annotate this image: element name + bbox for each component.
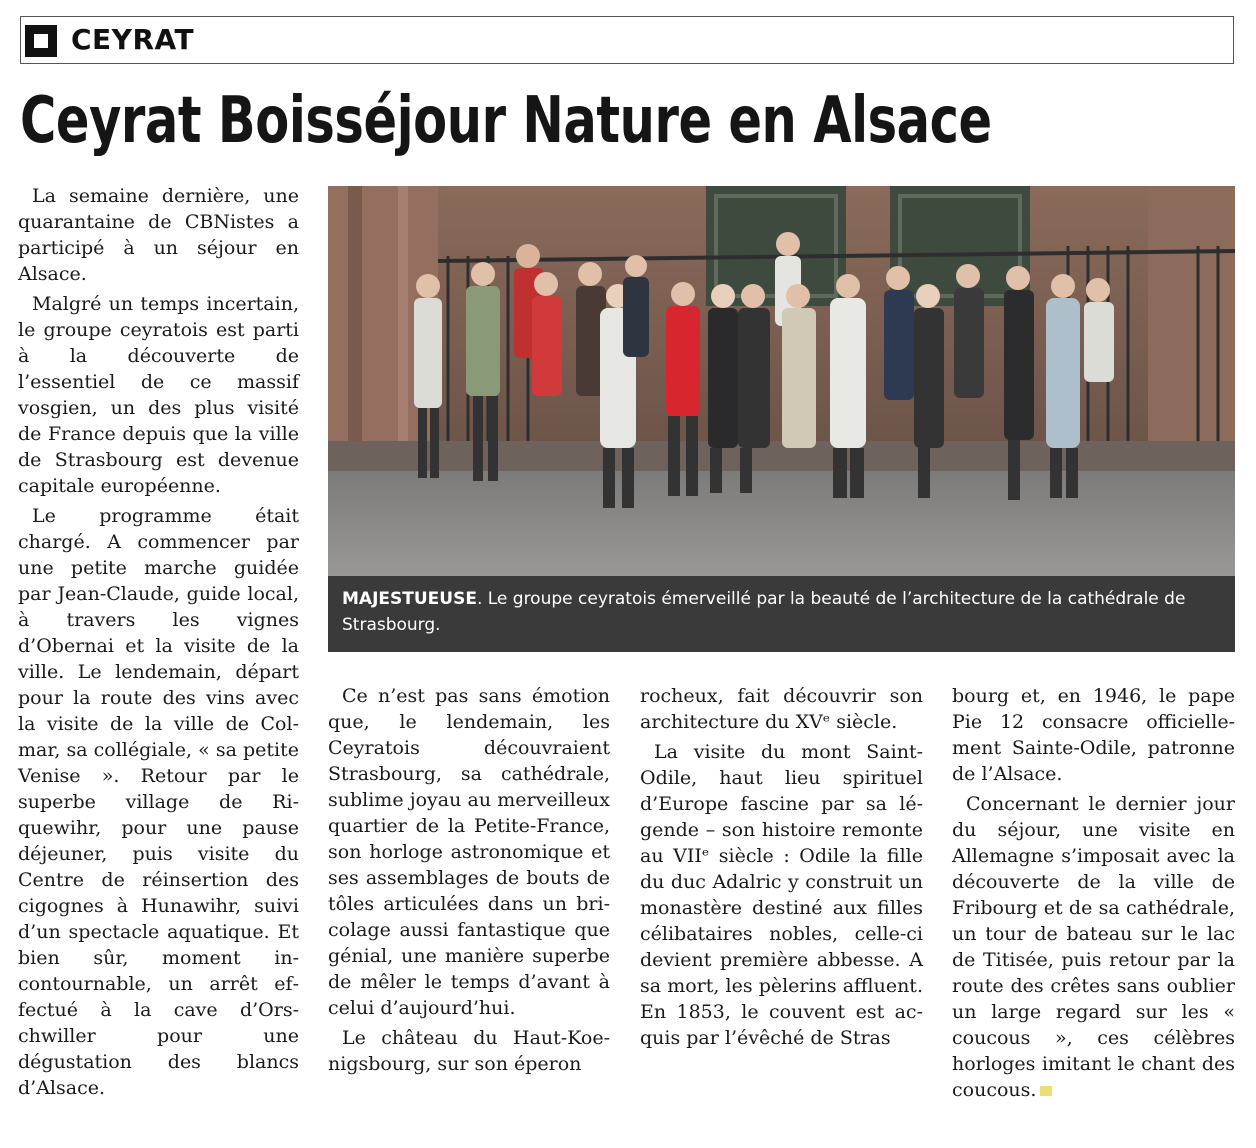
- article-headline: Ceyrat Boisséjour Nature en Alsace: [20, 84, 992, 158]
- article-column-4: [952, 683, 1235, 1107]
- group-photo: [328, 186, 1235, 576]
- section-header: [20, 16, 1234, 64]
- article-column-3: [640, 683, 923, 1055]
- paragraph: La semaine dernière, une quarantaine de CBNistes a participé à un séjour en Alsace.: [18, 185, 299, 285]
- paragraph: Malgré un temps incertain, le groupe ceyratois est parti à la découverte de l’essentiel de ce massif vosgien, un des plus visité de France depuis que la ville de Strasbourg est devenue capitale européenne.: [18, 293, 299, 497]
- caption-text: . Le groupe ceyratois émerveillé par la beauté de l’architecture de la cathédrale de Strasbourg.: [342, 589, 1186, 635]
- article-column-2: [328, 683, 610, 1081]
- cathedral-group-photo-illustration: [328, 186, 1235, 576]
- paragraph: Le programme était chargé. A commencer par une petite marche guidée par Jean-Claude, guide local, à travers les vignes d’Obernai et la visite de la ville. Le lendemain, départ pour la route des vins avec la visite de la ville de Colmar, sa collégiale, « sa petite Venise ». Retour par le superbe village de Riquewihr, pour une pause déjeuner, puis visite du Centre de réinsertion des cigognes à Hunawihr, suivi d’un spectacle aquatique. Et bien sûr, moment incontournable, un arrêt effectué à la cave d’Orschwiller pour une dégustation des blancs d’Alsace.: [18, 505, 299, 1099]
- paragraph: Ce n’est pas sans émotion que, le lendemain, les Ceyratois découvraient Strasbourg, sa cathédrale, sublime joyau au merveilleux quartier de la Petite-France, son horloge astronomique et ses assemblages de bouts de tôles articulées dans un bricolage aussi fantastique que génial, une manière superbe de mêler le temps d’avant à celui d’aujourd’hui.: [328, 685, 610, 1019]
- section-square-icon: [25, 25, 57, 57]
- paragraph: Concernant le dernier jour du séjour, une visite en Allemagne s’imposait avec la découverte de la ville de Fribourg et de sa cathédrale, un tour de bateau sur le lac de Titisée, puis retour par la route des crêtes sans oublier un large regard sur les « coucous », ces célèbres horloges imitant le chant des coucous.: [952, 793, 1235, 1101]
- article-column-1: [18, 183, 299, 1105]
- paragraph: La visite du mont Saint-Odile, haut lieu spirituel d’Europe fascine par sa légende – son histoire remonte au VIIᵉ siècle : Odile la fille du duc Adalric y construit un monastère destiné aux filles célibataires nobles, celle-ci devient première abbesse. A sa mort, les pèlerins affluent. En 1853, le couvent est acquis par l’évêché de Stras: [640, 741, 923, 1049]
- caption-kicker: MAJESTUEUSE: [342, 589, 477, 609]
- end-of-article-icon: [1040, 1086, 1052, 1096]
- paragraph: Le château du Haut-Koenigsbourg, sur son éperon: [328, 1027, 610, 1075]
- paragraph: rocheux, fait découvrir son architecture du XVᵉ siècle.: [640, 685, 923, 733]
- section-label: CEYRAT: [71, 23, 195, 56]
- paragraph-with-end-mark: [952, 791, 1235, 1103]
- photo-caption: [328, 576, 1235, 652]
- paragraph: bourg et, en 1946, le pape Pie 12 consacre officiellement Sainte-Odile, patronne de l’Alsace.: [952, 685, 1235, 785]
